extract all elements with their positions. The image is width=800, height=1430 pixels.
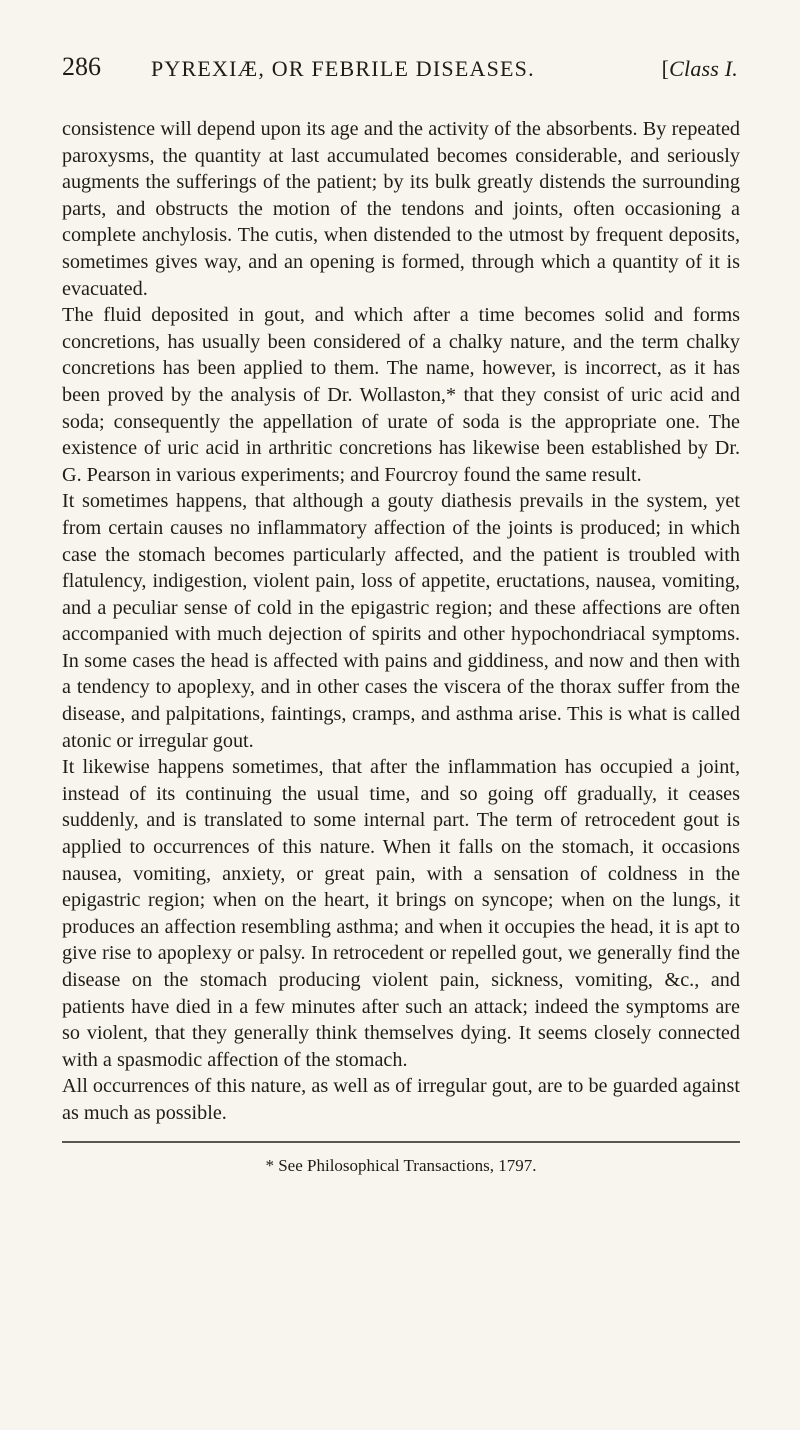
- paragraph-4: It likewise happens sometimes, that after the inflammation has occupied a joint, instead of its continuing the usual time, and so going off gradually, it ceases suddenly, and is translated to some internal part. The term of retrocedent gout is applied to occurrences of this nature. When it falls on the stomach, it occasions nausea, vomiting, anxiety, or great pain, with a sensation of coldness in the epigastric region; when on the heart, it brings on syncope; when on the lungs, it produces an affection resembling asthma; and when it occupies the head, it is apt to give rise to apoplexy or palsy. In retrocedent or repelled gout, we generally find the disease on the stomach producing violent pain, sickness, vomiting, &c., and patients have died in a few minutes after such an attack; indeed the symptoms are so violent, that they generally think themselves dying. It seems closely connected with a spasmodic affection of the stomach.: [62, 756, 740, 1071]
- book-page: [62, 52, 740, 1176]
- section-label: [Class I.: [661, 56, 738, 81]
- body-text: [62, 116, 740, 1127]
- page-number: 286: [62, 52, 101, 81]
- running-title: PYREXIÆ, OR FEBRILE DISEASES.: [151, 56, 535, 81]
- paragraph-3: It sometimes happens, that although a gouty diathesis prevails in the system, yet from certain causes no inflammatory affection of the joints is produced; in which case the stomach becomes particularly affected, and the patient is troubled with flatulency, indigestion, violent pain, loss of appetite, eructations, nausea, vomiting, and a peculiar sense of cold in the epigastric region; and these affections are often accompanied with much dejection of spirits and other hypochondriacal symptoms. In some cases the head is affected with pains and giddiness, and now and then with a tendency to apoplexy, and in other cases the viscera of the thorax suffer from the disease, and palpitations, faintings, cramps, and asthma arise. This is what is called atonic or irregular gout.: [62, 490, 740, 752]
- running-head: [62, 52, 740, 86]
- paragraph-2: The fluid deposited in gout, and which after a time becomes solid and forms concretions, has usually been considered of a chalky nature, and the term chalky concretions has been applied to them. The name, however, is incorrect, as it has been proved by the analysis of Dr. Wollaston,* that they consist of uric acid and soda; consequently the appellation of urate of soda is the appropriate one. The existence of uric acid in arthritic concretions has likewise been established by Dr. G. Pearson in various experiments; and Fourcroy found the same result.: [62, 304, 740, 486]
- paragraph-1: consistence will depend upon its age and the activity of the absorbents. By repeated paroxysms, the quantity at last accumulated becomes considerable, and seriously augments the sufferings of the patient; by its bulk greatly distends the surrounding parts, and obstructs the motion of the tendons and joints, often occasioning a complete anchylosis. The cutis, when distended to the utmost by frequent deposits, sometimes gives way, and an opening is formed, through which a quantity of it is evacuated.: [62, 118, 740, 300]
- footnote-divider: [62, 1141, 740, 1143]
- footnote: * See Philosophical Transactions, 1797.: [265, 1155, 537, 1175]
- paragraph-5: All occurrences of this nature, as well as of irregular gout, are to be guarded against as much as possible.: [62, 1075, 740, 1124]
